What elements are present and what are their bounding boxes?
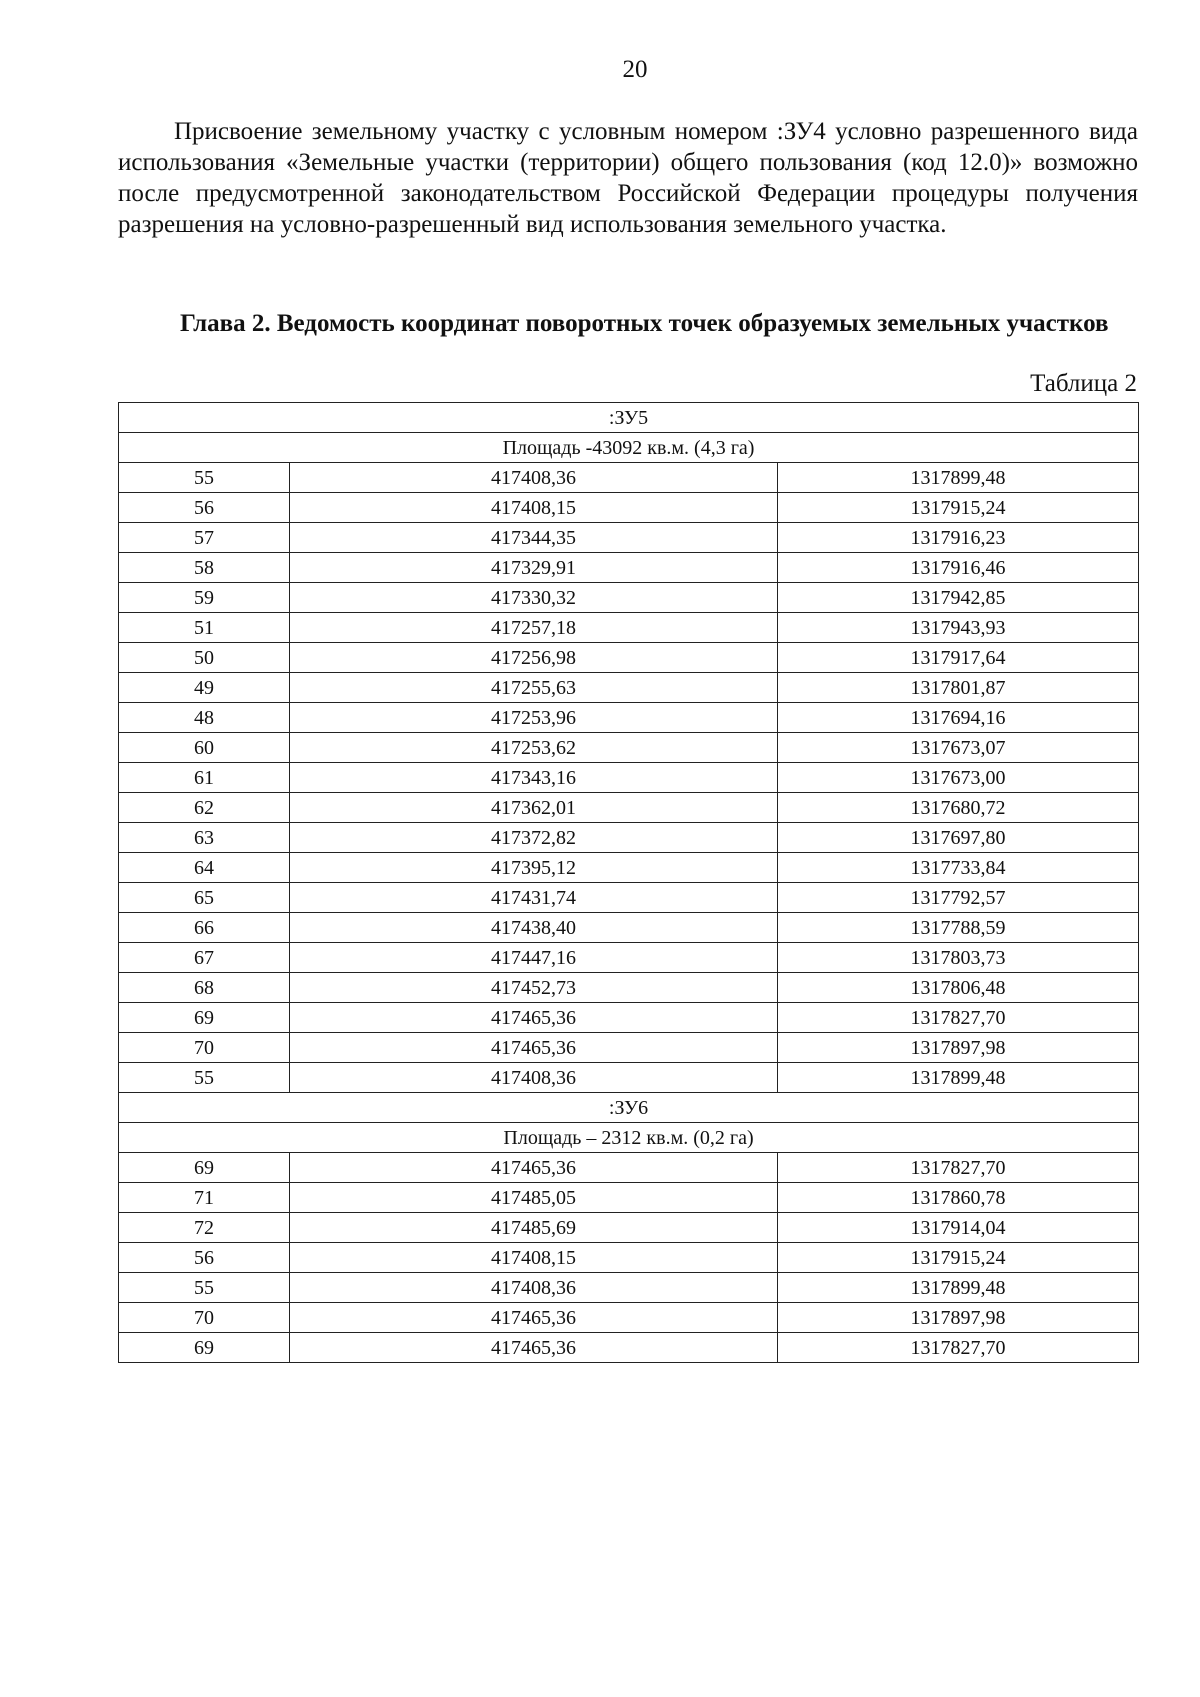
x-coordinate-cell: 417372,82 bbox=[290, 823, 778, 853]
x-coordinate-cell: 417253,96 bbox=[290, 703, 778, 733]
point-number-cell: 49 bbox=[119, 673, 290, 703]
point-number-cell: 71 bbox=[119, 1183, 290, 1213]
point-number-cell: 58 bbox=[119, 553, 290, 583]
table-row bbox=[119, 1153, 1139, 1183]
table-row bbox=[119, 763, 1139, 793]
x-coordinate-cell: 417485,05 bbox=[290, 1183, 778, 1213]
point-number-cell: 68 bbox=[119, 973, 290, 1003]
point-number-cell: 63 bbox=[119, 823, 290, 853]
chapter-heading: Глава 2. Ведомость координат поворотных точек образуемых земельных участков bbox=[180, 310, 1109, 337]
section-name: :ЗУ5 bbox=[119, 403, 1139, 433]
x-coordinate-cell: 417485,69 bbox=[290, 1213, 778, 1243]
x-coordinate-cell: 417465,36 bbox=[290, 1333, 778, 1363]
point-number-cell: 62 bbox=[119, 793, 290, 823]
y-coordinate-cell: 1317917,64 bbox=[778, 643, 1139, 673]
y-coordinate-cell: 1317733,84 bbox=[778, 853, 1139, 883]
table-row bbox=[119, 583, 1139, 613]
y-coordinate-cell: 1317914,04 bbox=[778, 1213, 1139, 1243]
point-number-cell: 60 bbox=[119, 733, 290, 763]
x-coordinate-cell: 417255,63 bbox=[290, 673, 778, 703]
section-name: :ЗУ6 bbox=[119, 1093, 1139, 1123]
x-coordinate-cell: 417408,15 bbox=[290, 493, 778, 523]
table-row bbox=[119, 733, 1139, 763]
table-row bbox=[119, 463, 1139, 493]
y-coordinate-cell: 1317673,00 bbox=[778, 763, 1139, 793]
y-coordinate-cell: 1317943,93 bbox=[778, 613, 1139, 643]
point-number-cell: 70 bbox=[119, 1033, 290, 1063]
table-row bbox=[119, 1033, 1139, 1063]
page-number: 20 bbox=[622, 56, 648, 83]
table-row bbox=[119, 1213, 1139, 1243]
y-coordinate-cell: 1317897,98 bbox=[778, 1303, 1139, 1333]
table-caption: Таблица 2 bbox=[1030, 370, 1137, 397]
y-coordinate-cell: 1317827,70 bbox=[778, 1153, 1139, 1183]
section-area: Площадь -43092 кв.м. (4,3 га) bbox=[119, 433, 1139, 463]
x-coordinate-cell: 417431,74 bbox=[290, 883, 778, 913]
y-coordinate-cell: 1317897,98 bbox=[778, 1033, 1139, 1063]
y-coordinate-cell: 1317942,85 bbox=[778, 583, 1139, 613]
point-number-cell: 55 bbox=[119, 1273, 290, 1303]
y-coordinate-cell: 1317680,72 bbox=[778, 793, 1139, 823]
table-row bbox=[119, 1333, 1139, 1363]
point-number-cell: 57 bbox=[119, 523, 290, 553]
point-number-cell: 69 bbox=[119, 1333, 290, 1363]
y-coordinate-cell: 1317916,23 bbox=[778, 523, 1139, 553]
point-number-cell: 72 bbox=[119, 1213, 290, 1243]
point-number-cell: 51 bbox=[119, 613, 290, 643]
table-row bbox=[119, 703, 1139, 733]
table-row bbox=[119, 613, 1139, 643]
table-row bbox=[119, 1273, 1139, 1303]
section-area: Площадь – 2312 кв.м. (0,2 га) bbox=[119, 1123, 1139, 1153]
section-name-row bbox=[119, 403, 1139, 433]
point-number-cell: 61 bbox=[119, 763, 290, 793]
table-row bbox=[119, 913, 1139, 943]
y-coordinate-cell: 1317697,80 bbox=[778, 823, 1139, 853]
table-row bbox=[119, 1183, 1139, 1213]
y-coordinate-cell: 1317792,57 bbox=[778, 883, 1139, 913]
table-row bbox=[119, 643, 1139, 673]
point-number-cell: 64 bbox=[119, 853, 290, 883]
x-coordinate-cell: 417408,36 bbox=[290, 1063, 778, 1093]
x-coordinate-cell: 417465,36 bbox=[290, 1303, 778, 1333]
table-row bbox=[119, 883, 1139, 913]
y-coordinate-cell: 1317788,59 bbox=[778, 913, 1139, 943]
y-coordinate-cell: 1317860,78 bbox=[778, 1183, 1139, 1213]
x-coordinate-cell: 417465,36 bbox=[290, 1003, 778, 1033]
point-number-cell: 59 bbox=[119, 583, 290, 613]
point-number-cell: 56 bbox=[119, 1243, 290, 1273]
x-coordinate-cell: 417452,73 bbox=[290, 973, 778, 1003]
table-row bbox=[119, 793, 1139, 823]
intro-paragraph: Присвоение земельному участку с условным номером :ЗУ4 условно разрешенного вида использования «Земельные участки (территории) общего пользования (код 12.0)» возможно после предусмотренной законодательством Российской Федерации процедуры получения разрешения на условно-разрешенный вид использования земельного участка. bbox=[118, 118, 1138, 238]
x-coordinate-cell: 417408,36 bbox=[290, 1273, 778, 1303]
table-row bbox=[119, 523, 1139, 553]
table-row bbox=[119, 553, 1139, 583]
y-coordinate-cell: 1317899,48 bbox=[778, 1063, 1139, 1093]
table-row bbox=[119, 943, 1139, 973]
y-coordinate-cell: 1317915,24 bbox=[778, 1243, 1139, 1273]
x-coordinate-cell: 417408,15 bbox=[290, 1243, 778, 1273]
point-number-cell: 67 bbox=[119, 943, 290, 973]
table-row bbox=[119, 673, 1139, 703]
y-coordinate-cell: 1317915,24 bbox=[778, 493, 1139, 523]
x-coordinate-cell: 417465,36 bbox=[290, 1153, 778, 1183]
point-number-cell: 56 bbox=[119, 493, 290, 523]
x-coordinate-cell: 417344,35 bbox=[290, 523, 778, 553]
x-coordinate-cell: 417465,36 bbox=[290, 1033, 778, 1063]
table-row bbox=[119, 1303, 1139, 1333]
coordinates-table-body bbox=[119, 403, 1139, 1363]
y-coordinate-cell: 1317803,73 bbox=[778, 943, 1139, 973]
y-coordinate-cell: 1317899,48 bbox=[778, 463, 1139, 493]
y-coordinate-cell: 1317827,70 bbox=[778, 1333, 1139, 1363]
table-row bbox=[119, 1003, 1139, 1033]
point-number-cell: 50 bbox=[119, 643, 290, 673]
point-number-cell: 55 bbox=[119, 1063, 290, 1093]
x-coordinate-cell: 417395,12 bbox=[290, 853, 778, 883]
table-row bbox=[119, 853, 1139, 883]
table-row bbox=[119, 1063, 1139, 1093]
x-coordinate-cell: 417343,16 bbox=[290, 763, 778, 793]
point-number-cell: 55 bbox=[119, 463, 290, 493]
point-number-cell: 70 bbox=[119, 1303, 290, 1333]
x-coordinate-cell: 417438,40 bbox=[290, 913, 778, 943]
x-coordinate-cell: 417330,32 bbox=[290, 583, 778, 613]
y-coordinate-cell: 1317827,70 bbox=[778, 1003, 1139, 1033]
y-coordinate-cell: 1317806,48 bbox=[778, 973, 1139, 1003]
section-name-row bbox=[119, 1093, 1139, 1123]
y-coordinate-cell: 1317899,48 bbox=[778, 1273, 1139, 1303]
y-coordinate-cell: 1317673,07 bbox=[778, 733, 1139, 763]
x-coordinate-cell: 417362,01 bbox=[290, 793, 778, 823]
table-row bbox=[119, 1243, 1139, 1273]
section-area-row bbox=[119, 1123, 1139, 1153]
section-area-row bbox=[119, 433, 1139, 463]
y-coordinate-cell: 1317801,87 bbox=[778, 673, 1139, 703]
point-number-cell: 66 bbox=[119, 913, 290, 943]
table-row bbox=[119, 973, 1139, 1003]
y-coordinate-cell: 1317916,46 bbox=[778, 553, 1139, 583]
coordinates-table bbox=[118, 402, 1139, 1363]
x-coordinate-cell: 417408,36 bbox=[290, 463, 778, 493]
point-number-cell: 65 bbox=[119, 883, 290, 913]
point-number-cell: 69 bbox=[119, 1003, 290, 1033]
table-row bbox=[119, 823, 1139, 853]
x-coordinate-cell: 417257,18 bbox=[290, 613, 778, 643]
x-coordinate-cell: 417253,62 bbox=[290, 733, 778, 763]
x-coordinate-cell: 417447,16 bbox=[290, 943, 778, 973]
x-coordinate-cell: 417256,98 bbox=[290, 643, 778, 673]
point-number-cell: 69 bbox=[119, 1153, 290, 1183]
x-coordinate-cell: 417329,91 bbox=[290, 553, 778, 583]
point-number-cell: 48 bbox=[119, 703, 290, 733]
table-row bbox=[119, 493, 1139, 523]
y-coordinate-cell: 1317694,16 bbox=[778, 703, 1139, 733]
